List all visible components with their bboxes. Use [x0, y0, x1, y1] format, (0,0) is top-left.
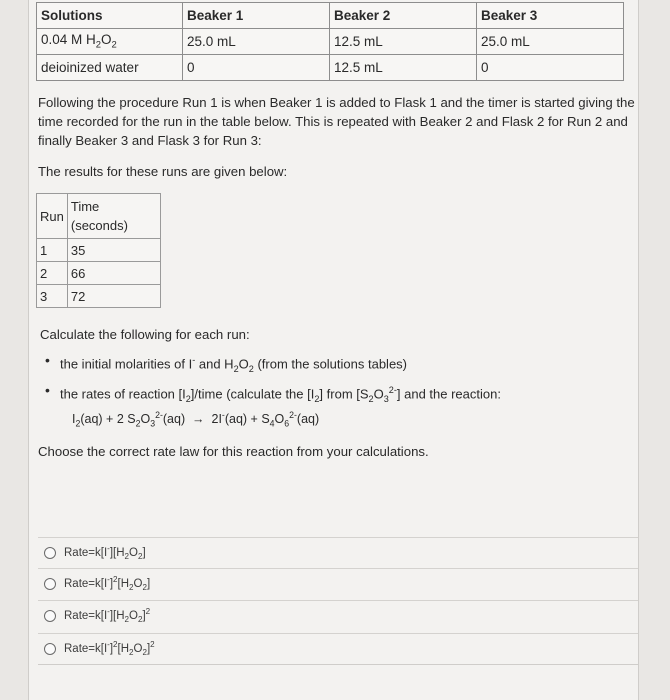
radio-icon[interactable] [44, 643, 56, 655]
reaction-equation: $I_2(aq) + 2$ $S_2O_3^{2-}(aq) \to 2I^-(aq) + S_4O_6^{2-}(aq)$ [72, 410, 320, 429]
option-1-label: $Rate=k[I^-][H_2O_2]$ [64, 544, 146, 562]
row-h2o2-label: 0.04 M $H_2O_2$ [37, 29, 183, 55]
run-number: 1 [37, 239, 68, 262]
row-water-b3: 0 [477, 55, 624, 81]
question-page [28, 0, 638, 700]
list-item: • the rates of reaction $[I_2]$/time (calculate the $[I_2]$ from $[S_2O_3^{2-}]$ and the reaction: [42, 380, 501, 410]
divider [38, 664, 638, 665]
page-edge-left [28, 0, 29, 700]
header-run: Run [37, 194, 68, 239]
row-water-label: deioinized water [37, 55, 183, 81]
table-row [37, 194, 161, 239]
calc-list [42, 350, 501, 410]
option-4[interactable] [38, 633, 638, 664]
option-1[interactable] [38, 537, 638, 568]
table-row [37, 285, 161, 308]
header-beaker-2: Beaker 2 [330, 3, 477, 29]
row-water-b2: 12.5 mL [330, 55, 477, 81]
table-row [37, 239, 161, 262]
header-time [67, 194, 160, 239]
solutions-table [36, 2, 624, 81]
page-edge-right [638, 0, 639, 700]
radio-icon[interactable] [44, 578, 56, 590]
run-time: 66 [67, 262, 160, 285]
radio-icon[interactable] [44, 610, 56, 622]
header-time-line2: (seconds) [70, 218, 128, 233]
option-3-label: $Rate=k[I^-][H_2O_2]^2$ [64, 607, 151, 625]
table-row [37, 29, 624, 55]
run-number: 3 [37, 285, 68, 308]
row-h2o2-b3: 25.0 mL [477, 29, 624, 55]
radio-icon[interactable] [44, 547, 56, 559]
table-row [37, 3, 624, 29]
option-2[interactable] [38, 568, 638, 599]
runs-table [36, 193, 161, 308]
results-intro: The results for these runs are given below: [38, 164, 288, 179]
header-beaker-1: Beaker 1 [183, 3, 330, 29]
table-row [37, 55, 624, 81]
row-h2o2-b2: 12.5 mL [330, 29, 477, 55]
run-number: 2 [37, 262, 68, 285]
procedure-text: Following the procedure Run 1 is when Beaker 1 is added to Flask 1 and the timer is started giving the time recorded for the run in the table below. This is repeated with Beaker 2 and Flask 2 for Run 2 and finally Beaker 3 and Flask 3 for Run 3: [38, 95, 635, 148]
row-water-b1: 0 [183, 55, 330, 81]
header-time-line1: Time [70, 199, 100, 214]
table-row [37, 262, 161, 285]
option-2-label: $Rate=k[I^-]^2[H_2O_2]$ [64, 575, 151, 593]
run-time: 35 [67, 239, 160, 262]
header-solutions: Solutions [37, 3, 183, 29]
header-beaker-3: Beaker 3 [477, 3, 624, 29]
option-4-label: $Rate=k[I^-]^2[H_2O_2]^2$ [64, 640, 155, 658]
run-time: 72 [67, 285, 160, 308]
row-h2o2-b1: 25.0 mL [183, 29, 330, 55]
option-3[interactable] [38, 600, 638, 631]
choose-instruction: Choose the correct rate law for this reaction from your calculations. [38, 444, 429, 459]
calc-heading: Calculate the following for each run: [40, 327, 250, 342]
list-item: • the initial molarities of I- and $H_2O_2$ (from the solutions tables) [42, 350, 501, 380]
